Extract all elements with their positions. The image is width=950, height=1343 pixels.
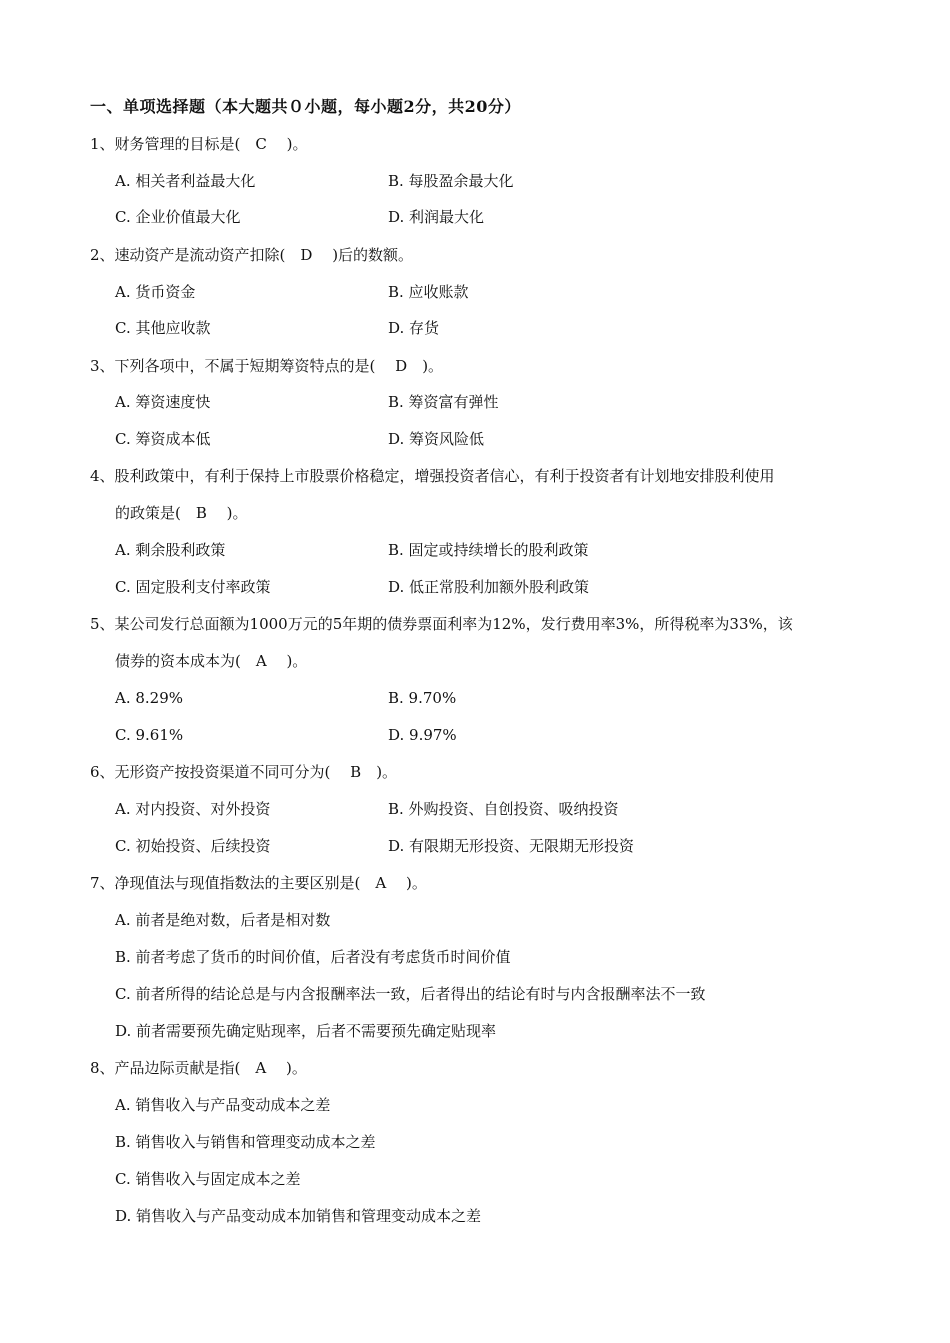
question-2-option-a: A. 货币资金 <box>115 283 196 301</box>
question-8-option-d: D. 销售收入与产品变动成本加销售和管理变动成本之差 <box>115 1207 482 1225</box>
question-7-option-a: A. 前者是绝对数，后者是相对数 <box>115 911 331 929</box>
section-heading: 一、单项选择题（本大题共０小题，每小题2分，共20分） <box>90 97 521 116</box>
question-3-option-d: D. 筹资风险低 <box>388 430 485 448</box>
question-5-stem-line-1: 5、某公司发行总面额为1000万元的5年期的债券票面利率为12%，发行费用率3%，所得税率为33%，该 <box>90 615 793 633</box>
question-2-stem: 2、速动资产是流动资产扣除( D )后的数额。 <box>90 246 414 264</box>
question-8-option-a: A. 销售收入与产品变动成本之差 <box>115 1096 331 1114</box>
question-7-option-b: B. 前者考虑了货币的时间价值，后者没有考虑货币时间价值 <box>115 948 511 966</box>
question-5-option-a: A. 8.29% <box>115 689 184 707</box>
question-2-option-d: D. 存货 <box>388 319 440 337</box>
question-6-option-c: C. 初始投资、后续投资 <box>115 837 271 855</box>
question-7-stem: 7、净现值法与现值指数法的主要区别是( A )。 <box>90 874 427 892</box>
question-1-stem: 1、财务管理的目标是( C )。 <box>90 135 308 153</box>
question-6-option-a: A. 对内投资、对外投资 <box>115 800 271 818</box>
question-7-option-d: D. 前者需要预先确定贴现率，后者不需要预先确定贴现率 <box>115 1022 497 1040</box>
question-7-option-c: C. 前者所得的结论总是与内含报酬率法一致，后者得出的结论有时与内含报酬率法不一致 <box>115 985 706 1003</box>
question-1-option-c: C. 企业价值最大化 <box>115 208 241 226</box>
question-6-option-d: D. 有限期无形投资、无限期无形投资 <box>388 837 635 855</box>
question-1-option-d: D. 利润最大化 <box>388 208 485 226</box>
question-8-option-c: C. 销售收入与固定成本之差 <box>115 1170 301 1188</box>
question-4-stem-line-2: 的政策是( B )。 <box>115 504 248 522</box>
question-4-stem-line-1: 4、股利政策中，有利于保持上市股票价格稳定，增强投资者信心，有利于投资者有计划地安排股利使用 <box>90 467 775 485</box>
question-8-option-b: B. 销售收入与销售和管理变动成本之差 <box>115 1133 376 1151</box>
question-4-option-a: A. 剩余股利政策 <box>115 541 226 559</box>
question-1-option-a: A. 相关者利益最大化 <box>115 172 256 190</box>
question-4-option-c: C. 固定股利支付率政策 <box>115 578 271 596</box>
question-6-option-b: B. 外购投资、自创投资、吸纳投资 <box>388 800 619 818</box>
question-5-option-b: B. 9.70% <box>388 689 457 707</box>
question-5-option-c: C. 9.61% <box>115 726 184 744</box>
question-2-option-b: B. 应收账款 <box>388 283 469 301</box>
question-3-option-a: A. 筹资速度快 <box>115 393 211 411</box>
question-1-option-b: B. 每股盈余最大化 <box>388 172 514 190</box>
question-3-option-b: B. 筹资富有弹性 <box>388 393 499 411</box>
question-3-stem: 3、下列各项中，不属于短期筹资特点的是( D )。 <box>90 357 444 375</box>
question-5-stem-line-2: 债券的资本成本为( A )。 <box>115 652 308 670</box>
question-5-option-d: D. 9.97% <box>388 726 457 744</box>
question-2-option-c: C. 其他应收款 <box>115 319 211 337</box>
question-8-stem: 8、产品边际贡献是指( A )。 <box>90 1059 307 1077</box>
question-4-option-b: B. 固定或持续增长的股利政策 <box>388 541 589 559</box>
question-3-option-c: C. 筹资成本低 <box>115 430 211 448</box>
question-4-option-d: D. 低正常股利加额外股利政策 <box>388 578 590 596</box>
question-6-stem: 6、无形资产按投资渠道不同可分为( B )。 <box>90 763 398 781</box>
